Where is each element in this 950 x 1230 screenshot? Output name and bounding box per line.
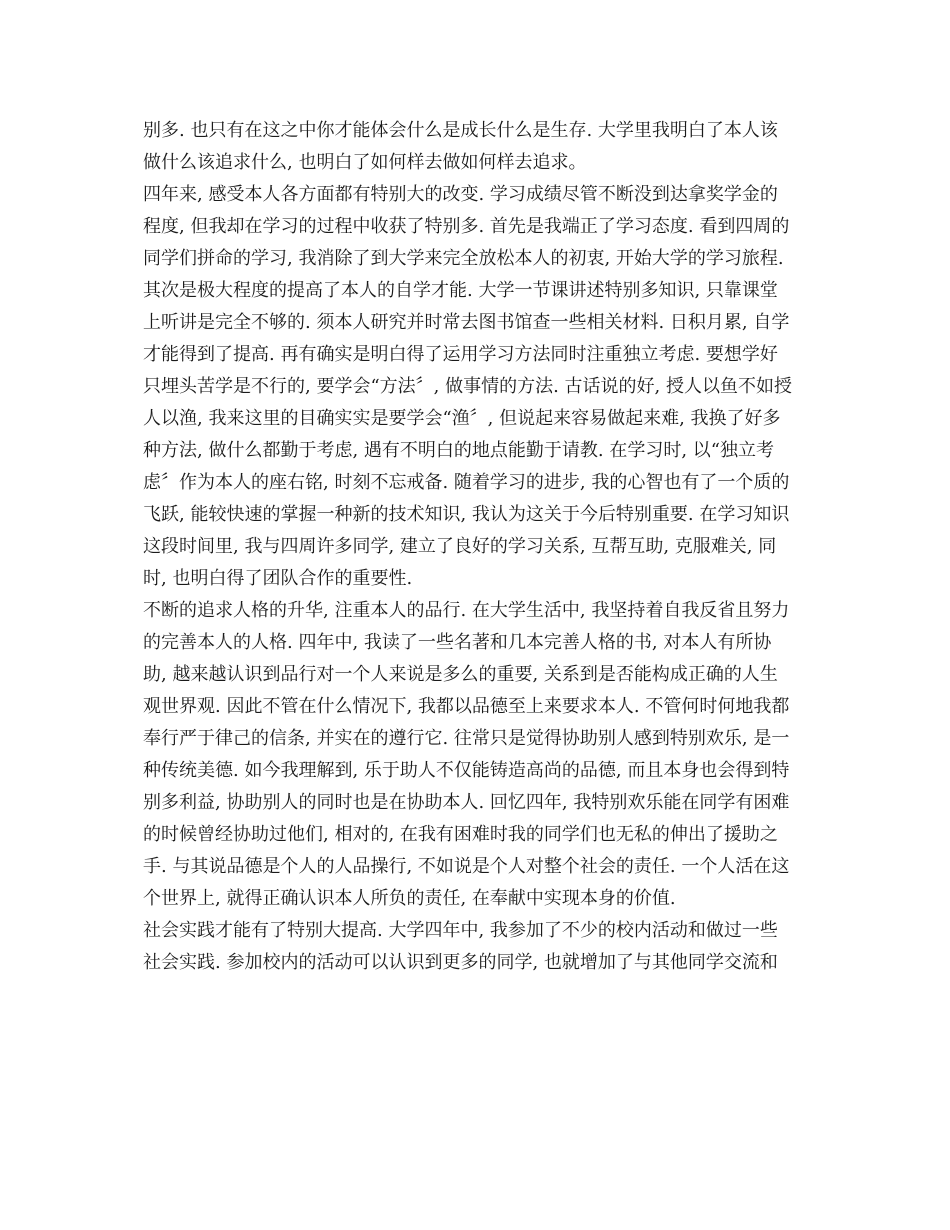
text-line: 个世界上, 就得正确认识本人所负的责任, 在奉献中实现本身的价值. [143, 888, 676, 909]
text-line: 不断的追求人格的升华, 注重本人的品行. 在大学生活中, 我坚持着自我反省且努力 [143, 600, 790, 621]
document-body [143, 115, 813, 979]
text-line: 飞跃, 能较快速的掌握一种新的技术知识, 我认为这关于今后特别重要. 在学习知识 [143, 504, 790, 525]
text-line: 四年来, 感受本人各方面都有特别大的改变. 学习成绩尽管不断没到达拿奖学金的 [143, 184, 778, 205]
text-line: 种传统美德. 如今我理解到, 乐于助人不仅能铸造高尚的品德, 而且本身也会得到特 [143, 760, 790, 781]
text-line: 观世界观. 因此不管在什么情况下, 我都以品德至上来要求本人. 不管何时何地我都 [143, 696, 790, 717]
text-line: 程度, 但我却在学习的过程中收获了特别多. 首先是我端正了学习态度. 看到四周的 [143, 216, 790, 237]
text-line: 只埋头苦学是不行的, 要学会“方法〞, 做事情的方法. 古话说的好, 授人以鱼不如授 [143, 376, 792, 397]
text-line: 这段时间里, 我与四周许多同学, 建立了良好的学习关系, 互帮互助, 克服难关, 同 [143, 536, 777, 557]
text-line: 其次是极大程度的提高了本人的自学才能. 大学一节课讲述特别多知识, 只靠课堂 [143, 280, 778, 301]
text-line: 助, 越来越认识到品行对一个人来说是多么的重要, 关系到是否能构成正确的人生 [143, 664, 778, 685]
text-line: 做什么该追求什么, 也明白了如何样去做如何样去追求。 [143, 152, 587, 173]
text-line: 别多. 也只有在这之中你才能体会什么是成长什么是生存. 大学里我明白了本人该 [143, 120, 778, 141]
text-line: 社会实践才能有了特别大提高. 大学四年中, 我参加了不少的校内活动和做过一些 [143, 920, 778, 941]
text-line: 别多利益, 协助别人的同时也是在协助本人. 回忆四年, 我特别欢乐能在同学有困难 [143, 792, 790, 813]
text-line: 奉行严于律己的信条, 并实在的遵行它. 往常只是觉得协助别人感到特别欢乐, 是一 [143, 728, 790, 749]
text-line: 的完善本人的人格. 四年中, 我读了一些名著和几本完善人格的书, 对本人有所协 [143, 632, 772, 653]
text-line: 时, 也明白得了团队合作的重要性. [143, 568, 413, 589]
text-line: 上听讲是完全不够的. 须本人研究并时常去图书馆查一些相关材料. 日积月累, 自学 [143, 312, 790, 333]
text-line: 手. 与其说品德是个人的人品操行, 不如说是个人对整个社会的责任. 一个人活在这 [143, 856, 790, 877]
text-line: 才能得到了提高. 再有确实是明白得了运用学习方法同时注重独立考虑. 要想学好 [143, 344, 778, 365]
text-line: 的时候曾经协助过他们, 相对的, 在我有困难时我的同学们也无私的伸出了援助之 [143, 824, 778, 845]
text-line: 人以渔, 我来这里的目确实实是要学会“渔〞, 但说起来容易做起来难, 我换了好多 [143, 408, 781, 429]
text-line: 社会实践. 参加校内的活动可以认识到更多的同学, 也就增加了与其他同学交流和 [143, 952, 778, 973]
text-line: 种方法, 做什么都勤于考虑, 遇有不明白的地点能勤于请教. 在学习时, 以“独立考 [143, 440, 774, 461]
text-line: 虑〞作为本人的座右铭, 时刻不忘戒备. 随着学习的进步, 我的心智也有了一个质的 [143, 472, 790, 493]
text-line: 同学们拼命的学习, 我消除了到大学来完全放松本人的初衷, 开始大学的学习旅程. [143, 248, 784, 269]
